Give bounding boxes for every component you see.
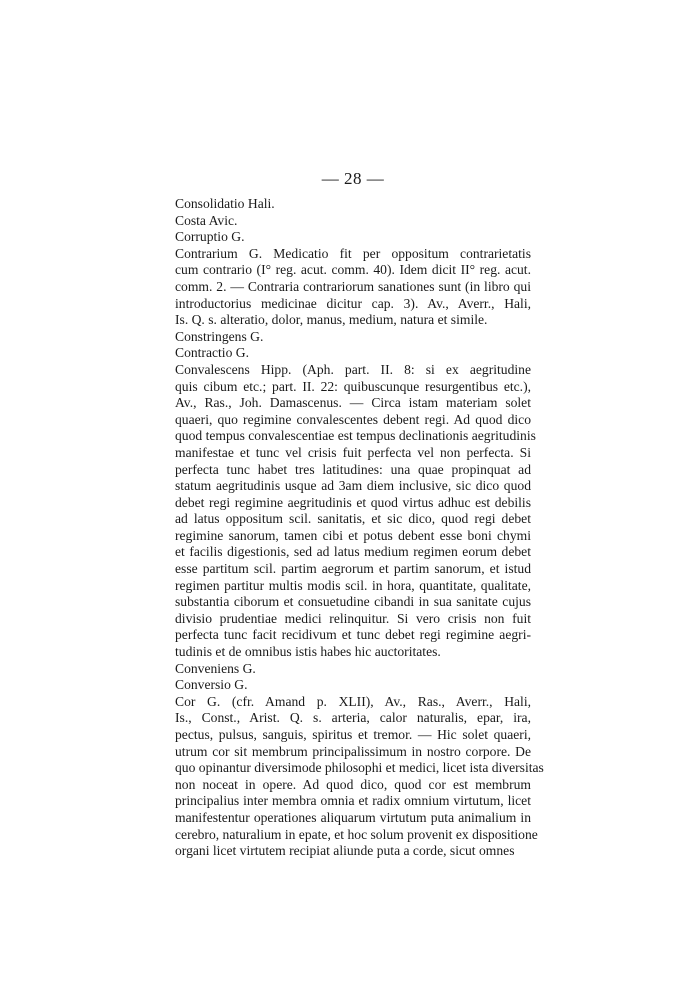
text-line: regimine sanorum, tamen cibi et potus debent esse boni chymi — [175, 527, 531, 543]
text-line: pectus, pulsus, sanguis, spiritus et tremor. — Hic solet quaeri, — [175, 727, 531, 742]
text-line: statum aegritudinis usque ad 3am diem inclusive, sic dico quod — [175, 478, 531, 494]
text-line: Constringens G. — [175, 328, 264, 344]
text-line: tudinis et de omnibus istis habes hic auctoritates. — [175, 644, 441, 660]
dictionary-entry — [175, 213, 531, 230]
text-line: perfecta tunc facit recidivum et tunc debet regi regimine aegri- — [175, 627, 531, 643]
text-line: substantia ciborum et consuetudine cibandi in sua sanitate cujus — [175, 594, 531, 610]
text-line: Convalescens Hipp. (Aph. part. II. 8: si ex aegritudine — [175, 361, 531, 377]
dictionary-entry — [175, 693, 544, 860]
dictionary-entry — [175, 329, 531, 346]
text-line: Corruptio G. — [175, 229, 245, 245]
text-line: cum contrario (I° reg. acut. comm. 40). Idem dicit II° reg. acut. — [175, 262, 531, 278]
text-line: ad latus oppositum scil. sanitatis, et sic dico, quod regi debet — [175, 511, 531, 527]
text-line: quo opinantur diversimode philosophi et medici, licet ista diversitas — [175, 760, 544, 776]
text-line: et facilis digestionis, sed ad latus medium regimen eorum debet — [175, 544, 531, 560]
text-line: divisio prudentiae medici relinquitur. Si vero crisis non fuit — [175, 610, 531, 626]
text-line: Conversio G. — [175, 677, 248, 693]
text-line: quis cibum etc.; part. II. 22: quibuscunque resurgentibus etc.), — [175, 378, 531, 394]
dictionary-entry — [175, 677, 531, 694]
text-line: Costa Avic. — [175, 212, 238, 228]
text-line: Is., Const., Arist. Q. s. arteria, calor naturalis, epar, ira, — [175, 710, 531, 726]
text-line: cerebro, naturalium in epate, et hoc solum provenit ex dispositione — [175, 826, 538, 842]
dictionary-entries — [175, 196, 544, 860]
dictionary-entry — [175, 246, 531, 329]
text-line: manifestentur operationes aliquarum virtutum puta animalium in — [175, 809, 531, 825]
text-line: Contractio G. — [175, 345, 249, 361]
text-line: debet regi regimine aegritudinis et quod virtus adhuc est debilis — [175, 494, 531, 510]
page — [175, 168, 544, 860]
page-number: — 28 — — [321, 169, 385, 188]
text-line: Consolidatio Hali. — [175, 196, 275, 211]
text-line: regimen partitur multis modis scil. in hora, quantitate, qualitate, — [175, 577, 531, 593]
text-line: Conveniens G. — [175, 660, 256, 676]
text-line: quod tempus convalescentiae est tempus declinationis aegritudinis — [175, 428, 536, 444]
text-line: organi licet virtutem recipiat aliunde puta a corde, sicut omnes — [175, 843, 515, 859]
dictionary-entry — [175, 345, 531, 362]
text-line: perfecta tunc habet tres latitudines: una quae propinquat ad — [175, 461, 531, 477]
text-line: Is. Q. s. alteratio, dolor, manus, medium, natura et simile. — [175, 312, 488, 328]
dictionary-entry — [175, 196, 531, 213]
text-line: utrum cor sit membrum principalissimum in nostro corpore. De — [175, 743, 531, 759]
text-line: Av., Ras., Joh. Damascenus. — Circa istam materiam solet — [175, 395, 531, 411]
text-line: introductorius medicinae dicitur cap. 3). Av., Averr., Hali, — [175, 295, 531, 311]
dictionary-entry — [175, 361, 536, 661]
text-line: Cor G. (cfr. Amand p. XLII), Av., Ras., Averr., Hali, — [175, 693, 531, 709]
dictionary-entry — [175, 661, 531, 678]
text-line: esse partitum scil. partim aegrorum et partim sanorum, et istud — [175, 561, 531, 577]
text-line: quaeri, quo regimine convalescentes debent regi. Ad quod dico — [175, 411, 531, 427]
text-line: comm. 2. — Contraria contrariorum sanationes sunt (in libro qui — [175, 278, 531, 294]
dictionary-entry — [175, 229, 531, 246]
text-line: principalius inter membra omnia et radix omnium virtutum, licet — [175, 793, 531, 809]
text-line: non noceat in opere. Ad quod dico, quod cor est membrum — [175, 776, 531, 792]
text-line: Contrarium G. Medicatio fit per oppositum contrarietatis — [175, 245, 531, 261]
text-line: manifestae et tunc vel crisis fuit perfecta vel non perfecta. Si — [175, 444, 531, 460]
